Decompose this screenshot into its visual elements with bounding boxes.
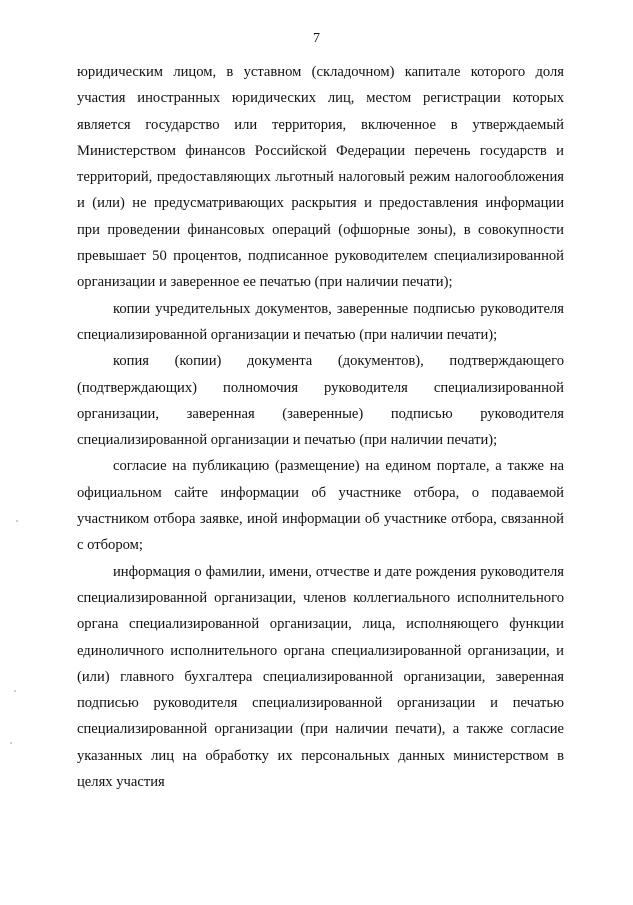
scan-speck [16, 520, 18, 522]
paragraph-3: копия (копии) документа (документов), подтверждающего (подтверждающих) полномочия руководителя специализированной организации, заверенная (заверенные) подписью руководителя специализированной организации и печатью (при наличии печати); [77, 353, 564, 449]
paragraph-4: согласие на публикацию (размещение) на едином портале, а также на официальном сайте информации об участнике отбора, о подаваемой участником отбора заявке, иной информации об участнике отбора, связанной с отбором; [77, 458, 564, 554]
page-number: 7 [313, 31, 320, 46]
paragraph-2: копии учредительных документов, заверенные подписью руководителя специализированной организации и печатью (при наличии печати); [77, 300, 564, 343]
scan-speck [10, 742, 12, 744]
paragraph-1: юридическим лицом, в уставном (складочном) капитале которого доля участия иностранных юридических лиц, местом регистрации которых является государство или территория, включенное в утверждаемый Министерством финансов Российской Федерации перечень государств и территорий, предоставляющих льготный налоговый режим налогообложения и (или) не предусматривающих раскрытия и предоставления информации при проведении финансовых операций (офшорные зоны), в совокупности превышает 50 процентов, подписанное руководителем специализированной организации и заверенное ее печатью (при наличии печати); [77, 64, 564, 291]
paragraph-5: информация о фамилии, имени, отчестве и дате рождения руководителя специализированной организации, членов коллегиального исполнительного органа специализированной организации, лица, исполняющего функции единоличного исполнительного органа специализированной организации, и (или) главного бухгалтера специализированной организации, заверенная подписью руководителя специализированной организации и печатью специализированной организации (при наличии печати), а также согласие указанных лиц на обработку их персональных данных министерством в целях участия [77, 563, 564, 791]
scan-speck [14, 690, 16, 692]
document-body [77, 59, 564, 795]
